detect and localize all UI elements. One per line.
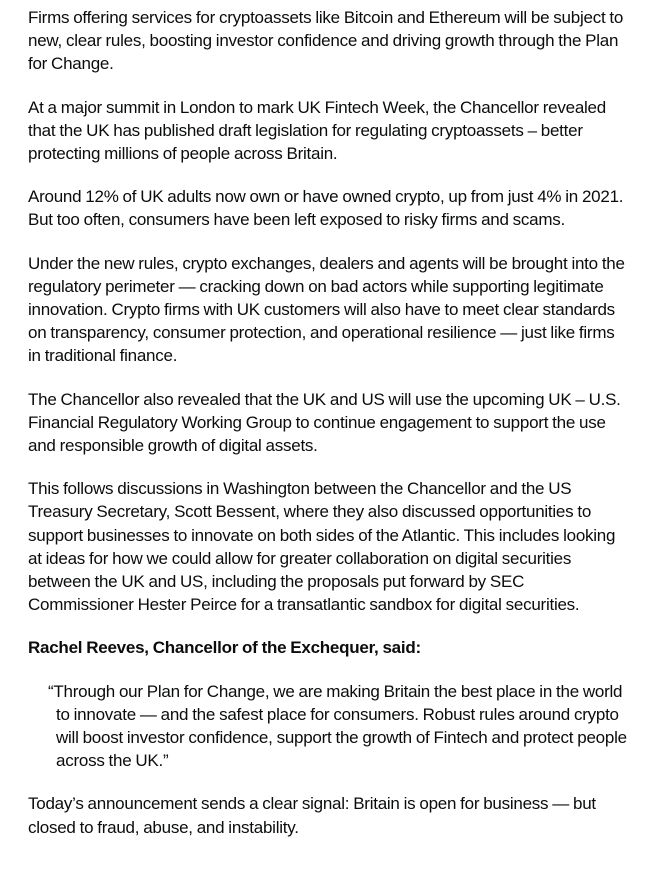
- paragraph-closing: Today’s announcement sends a clear signal: Britain is open for business — but closed to fraud, abuse, and instability.: [28, 794, 596, 837]
- paragraph-summit: At a major summit in London to mark UK Fintech Week, the Chancellor revealed that the UK has published draft legislation for regulating cryptoassets – better protecting millions of people across Britain.: [28, 97, 606, 164]
- article-body: [28, 6, 628, 859]
- paragraph-working-group: The Chancellor also revealed that the UK and US will use the upcoming UK – U.S. Financial Regulatory Working Group to continue engagement to support the use and responsible growth of digital assets.: [28, 389, 621, 456]
- paragraph-washington: This follows discussions in Washington between the Chancellor and the US Treasury Secretary, Scott Bessent, where they also discussed opportunities to support businesses to innovate on both sides of the Atlantic. This includes looking at ideas for how we could allow for greater collaboration on digital securities between the UK and US, including the proposals put forward by SEC Commissioner Hester Peirce for a transatlantic sandbox for digital securities.: [28, 479, 616, 615]
- paragraph-intro: Firms offering services for cryptoassets like Bitcoin and Ethereum will be subject to new, clear rules, boosting investor confidence and driving growth through the Plan for Change.: [28, 8, 624, 74]
- chancellor-quote: “Through our Plan for Change, we are making Britain the best place in the world to innovate — and the safest place for consumers. Robust rules around crypto will boost investor confidence, support the growth of Fintech and protect people across the UK.”: [48, 681, 627, 771]
- quote-attribution: Rachel Reeves, Chancellor of the Exchequer, said:: [28, 638, 421, 658]
- paragraph-ownership-stats: Around 12% of UK adults now own or have owned crypto, up from just 4% in 2021. But too often, consumers have been left exposed to risky firms and scams.: [28, 187, 624, 230]
- paragraph-new-rules: Under the new rules, crypto exchanges, dealers and agents will be brought into the regulatory perimeter — cracking down on bad actors while supporting legitimate innovation. Crypto firms with UK customers will also have to meet clear standards on transparency, consumer protection, and operational resilience — just like firms in traditional finance.: [28, 253, 625, 366]
